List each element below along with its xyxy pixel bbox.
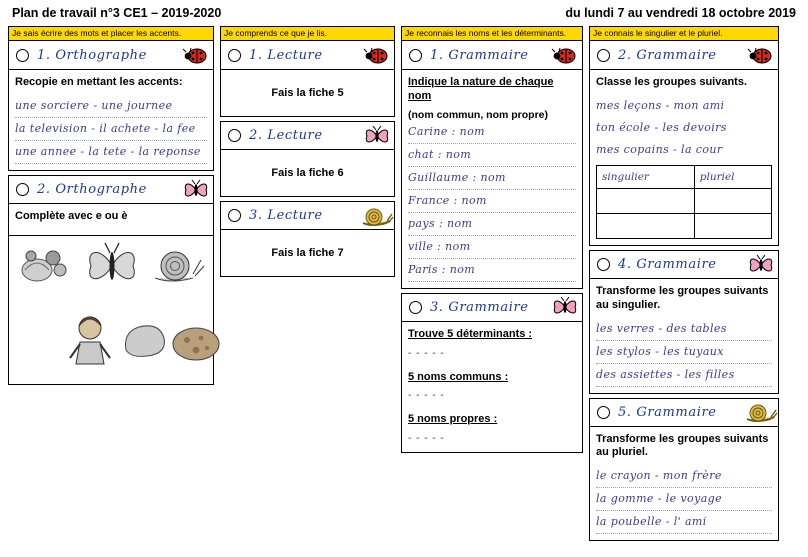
instruction-secondary: (nom commun, nom propre) — [408, 108, 548, 121]
bread-image — [169, 322, 223, 364]
snail-image — [149, 244, 207, 288]
circle-bullet-icon[interactable] — [228, 129, 241, 142]
section-header-grammaire-3[interactable] — [401, 293, 583, 322]
snail-icon — [360, 202, 394, 229]
ladybug-icon — [360, 42, 394, 69]
singulier-pluriel-table — [596, 165, 772, 239]
circle-bullet-icon[interactable] — [409, 49, 422, 62]
answer-line[interactable]: - - - - - — [408, 390, 445, 402]
exercise-body-grammaire-1 — [401, 70, 583, 289]
section-title: 3. Lecture — [249, 208, 323, 224]
exercise-body-grammaire-4 — [589, 279, 779, 394]
section-title: 2. Orthographe — [37, 182, 147, 198]
circle-bullet-icon[interactable] — [228, 209, 241, 222]
handwriting-line: France : nom — [408, 190, 576, 213]
butterfly-image — [81, 240, 143, 288]
section-header-grammaire-5[interactable] — [589, 398, 779, 427]
handwriting-line: le crayon - mon frère — [596, 465, 772, 488]
instruction: Classe les groupes suivants. — [596, 76, 748, 89]
section-header-lecture-2[interactable] — [220, 121, 395, 150]
banner-lecture: Je comprends ce que je lis. — [220, 26, 395, 41]
column-grammaire-nombre — [589, 26, 779, 541]
handwriting-line: ville : nom — [408, 236, 576, 259]
answer-line[interactable]: - - - - - — [408, 433, 445, 445]
table-cell[interactable] — [597, 214, 695, 239]
table-cell[interactable] — [694, 189, 771, 214]
section-title: 5. Grammaire — [618, 404, 717, 420]
section-header-orthographe-1[interactable] — [8, 41, 214, 70]
exercise-body-grammaire-3 — [401, 322, 583, 453]
handwriting-line: la gomme - le voyage — [596, 488, 772, 511]
banner-grammaire-noms: Je reconnais les noms et les déterminants. — [401, 26, 583, 41]
banner-grammaire-nombre: Je connais le singulier et le pluriel. — [589, 26, 779, 41]
stone-image — [121, 320, 169, 360]
circle-bullet-icon[interactable] — [228, 49, 241, 62]
butterfly-icon — [360, 122, 394, 149]
section-header-orthographe-2[interactable] — [8, 175, 214, 204]
exercise-body-orthographe-2 — [8, 204, 214, 236]
instruction: Indique la nature de chaque nom — [408, 76, 554, 103]
task-fiche-6: Fais la fiche 6 — [220, 150, 395, 197]
handwriting-line: des assiettes - les filles — [596, 364, 772, 387]
circle-bullet-icon[interactable] — [16, 49, 29, 62]
section-title: 3. Grammaire — [430, 299, 529, 315]
handwriting-line: la poubelle - l' ami — [596, 511, 772, 534]
handwriting-line: mes leçons - mon ami — [596, 99, 725, 113]
section-title: 2. Lecture — [249, 128, 323, 144]
handwriting-line: une annee - la tete - la reponse — [15, 141, 207, 164]
exercise-body-grammaire-2 — [589, 70, 779, 246]
snail-icon — [744, 399, 778, 426]
handwriting-line: ton école - les devoirs — [596, 121, 727, 135]
handwriting-line: une sorciere - une journee — [15, 95, 207, 118]
circle-bullet-icon[interactable] — [16, 183, 29, 196]
section-title: 1. Lecture — [249, 47, 323, 63]
instruction: Complète avec e ou è — [15, 210, 128, 223]
instruction: Transforme les groupes suivants au pluriel. — [596, 432, 769, 459]
handwriting-line: Paris : nom — [408, 259, 576, 282]
header-title-left: Plan de travail n°3 CE1 – 2019-2020 — [12, 6, 222, 20]
table-header-cell: singulier — [597, 166, 695, 189]
circle-bullet-icon[interactable] — [597, 49, 610, 62]
table-row — [597, 166, 772, 189]
column-grammaire-noms — [401, 26, 583, 453]
instruction: Transforme les groupes suivants au singulier. — [596, 285, 769, 311]
task-fiche-5: Fais la fiche 5 — [220, 70, 395, 117]
exercise-body-grammaire-5 — [589, 427, 779, 542]
instruction: Recopie en mettant les accents: — [15, 76, 183, 89]
butterfly-icon — [744, 251, 778, 278]
circle-bullet-icon[interactable] — [597, 258, 610, 271]
handwriting-line: pays : nom — [408, 213, 576, 236]
section-header-grammaire-1[interactable] — [401, 41, 583, 70]
shells-image — [19, 242, 71, 288]
ladybug-icon — [744, 42, 778, 69]
section-header-lecture-1[interactable] — [220, 41, 395, 70]
header-title-right: du lundi 7 au vendredi 18 octobre 2019 — [565, 6, 796, 20]
section-title: 1. Grammaire — [430, 47, 529, 63]
banner-orthographe: Je sais écrire des mots et placer les accents. — [8, 26, 214, 41]
table-cell[interactable] — [597, 189, 695, 214]
answer-line[interactable]: - - - - - — [408, 347, 445, 359]
column-lecture — [220, 26, 395, 277]
butterfly-icon — [179, 176, 213, 203]
section-title: 2. Grammaire — [618, 47, 717, 63]
section-title: 1. Orthographe — [37, 47, 147, 63]
handwriting-line: les verres - des tables — [596, 318, 772, 341]
handwriting-line: Carine : nom — [408, 121, 576, 144]
exercise-body-orthographe-1 — [8, 70, 214, 171]
doll-image — [65, 314, 115, 370]
handwriting-line: Guillaume : nom — [408, 167, 576, 190]
prompt-label: 5 noms communs : — [408, 370, 509, 383]
table-header-cell: pluriel — [694, 166, 771, 189]
section-header-grammaire-2[interactable] — [589, 41, 779, 70]
handwriting-line: mes copains - la cour — [596, 143, 723, 157]
prompt-label: Trouve 5 déterminants : — [408, 327, 533, 340]
columns-container — [8, 26, 800, 541]
table-row — [597, 189, 772, 214]
handwriting-line: les stylos - les tuyaux — [596, 341, 772, 364]
section-header-grammaire-4[interactable] — [589, 250, 779, 279]
handwriting-line: la television - il achete - la fee — [15, 118, 207, 141]
page-header — [0, 0, 808, 22]
table-cell[interactable] — [694, 214, 771, 239]
ladybug-icon — [179, 42, 213, 69]
ladybug-icon — [548, 42, 582, 69]
circle-bullet-icon[interactable] — [597, 406, 610, 419]
circle-bullet-icon[interactable] — [409, 301, 422, 314]
table-row — [597, 214, 772, 239]
section-title: 4. Grammaire — [618, 257, 717, 273]
handwriting-line: chat : nom — [408, 144, 576, 167]
column-orthographe — [8, 26, 214, 385]
picture-grid — [8, 236, 214, 385]
prompt-label: 5 noms propres : — [408, 413, 498, 426]
section-header-lecture-3[interactable] — [220, 201, 395, 230]
butterfly-icon — [548, 294, 582, 321]
task-fiche-7: Fais la fiche 7 — [220, 230, 395, 277]
